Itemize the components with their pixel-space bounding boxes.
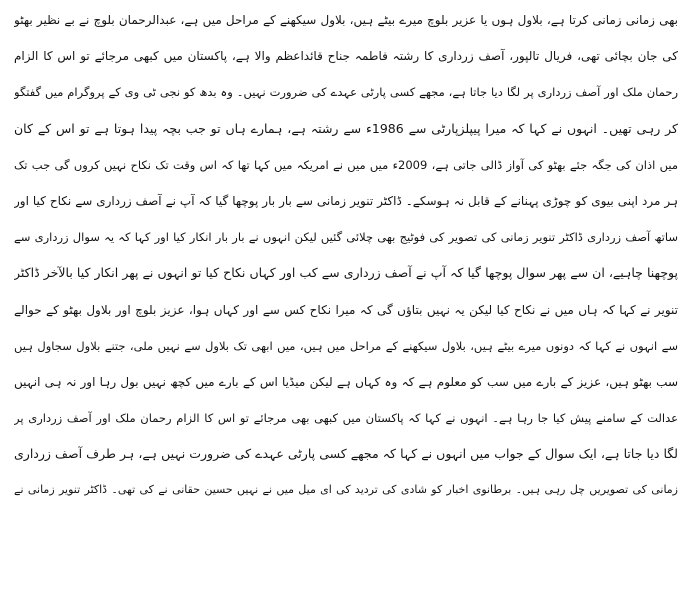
article-line: عدالت کے سامنے پیش کیا جا رہا ہے۔ انہوں نے کہا کہ پاکستان میں کبھی بھی مرجائے تو اس کا الزام رحمان ملک اور آصف زرداری پر xyxy=(14,411,678,426)
article-line: سے انہوں نے کہا کہ دونوں میرے بیٹے ہیں، بلاول سیکھنے کے مراحل میں ہیں، میں ابھی تک بلاول سے نہیں ملی، جتنے بلاول سجاول ہیں xyxy=(14,338,678,353)
article-line: ہر مرد اپنی بیوی کو چوڑی پہنانے کے قابل نہ ہوسکے۔ ڈاکٹر تنویر زمانی سے بار بار پوچھا گیا کہ آپ نے آصف زرداری سے نکاح کیا اور xyxy=(14,193,678,208)
article-line: کی جان بچائی تھی، فریال تالپور، آصف زرداری کا رشتہ فاطمہ جناح قائداعظم والا ہے، پاکستان میں کبھی مرجائے تو اس کا الزام xyxy=(14,49,678,64)
article-line: زمانی کی تصویریں چل رہی ہیں۔ برطانوی اخبار کو شادی کی تردید کی ای میل میں نے نہیں حسین حقانی نے کی تھی۔ ڈاکٹر تنویر زمانی نے xyxy=(14,483,678,497)
article-line: تنویر نے کہا کہ ہاں میں نے نکاح کیا لیکن یہ نہیں بتاؤں گی کہ میرا نکاح کس سے اور کہاں ہوا، عزیز بلوچ اور بلاول بھٹو کے حوالے xyxy=(14,302,678,317)
article-line: لگا دیا جاتا ہے، ایک سوال کے جواب میں انہوں نے کہا کہ مجھے کسی پارٹی عہدے کی ضرورت نہیں ہے، ہر طرف آصف زرداری xyxy=(14,446,678,462)
article-line: بھی زمانی زمانی کرتا ہے، بلاول ہوں یا عزیر بلوچ میرے بیٹے ہیں، بلاول سیکھنے کے مراحل میں ہے، عبدالرحمان بلوچ نے بے نظیر بھٹو xyxy=(14,13,678,27)
article-line: کر رہی تھیں۔ انہوں نے کہا کہ میرا پیپلزپارٹی سے 1986ء سے رشتہ ہے، ہمارے ہاں تو جب بچہ پیدا ہوتا ہے تو اس کے کان xyxy=(14,120,678,136)
article-line: میں اذان کی جگہ جئے بھٹو کی آواز ڈالی جاتی ہے، 2009ء میں میں نے امریکہ میں کہا تھا کہ اس وقت تک نکاح نہیں کروں گی جب تک xyxy=(14,157,678,172)
article-line: ساتھ آصف زرداری ڈاکٹر تنویر زمانی کی تصویر کی فوٹیج بھی چلائی گئیں لیکن انہوں نے بار بار انکار کیا اور کہا کہ یہ سوال زرداری سے xyxy=(14,230,678,245)
article-line: سب بھٹو ہیں، عزیز کے بارے میں سب کو معلوم ہے کہ وہ کہاں ہے لیکن میڈیا اس کے بارے میں کچھ نہیں بول رہا اور نہ ہی انہیں xyxy=(14,374,678,389)
article-line: رحمان ملک اور آصف زرداری پر لگا دیا جاتا ہے، مجھے کسی پارٹی عہدے کی ضرورت نہیں۔ وہ بدھ کو نجی ٹی وی کے پروگرام میں گفتگو xyxy=(14,85,678,100)
article-line: پوچھنا چاہیے، ان سے پھر سوال پوچھا گیا کہ آپ نے آصف زرداری سے کب اور کہاں نکاح کیا تو انہوں نے پھر انکار کیا بالآخر ڈاکٹر xyxy=(14,265,678,281)
